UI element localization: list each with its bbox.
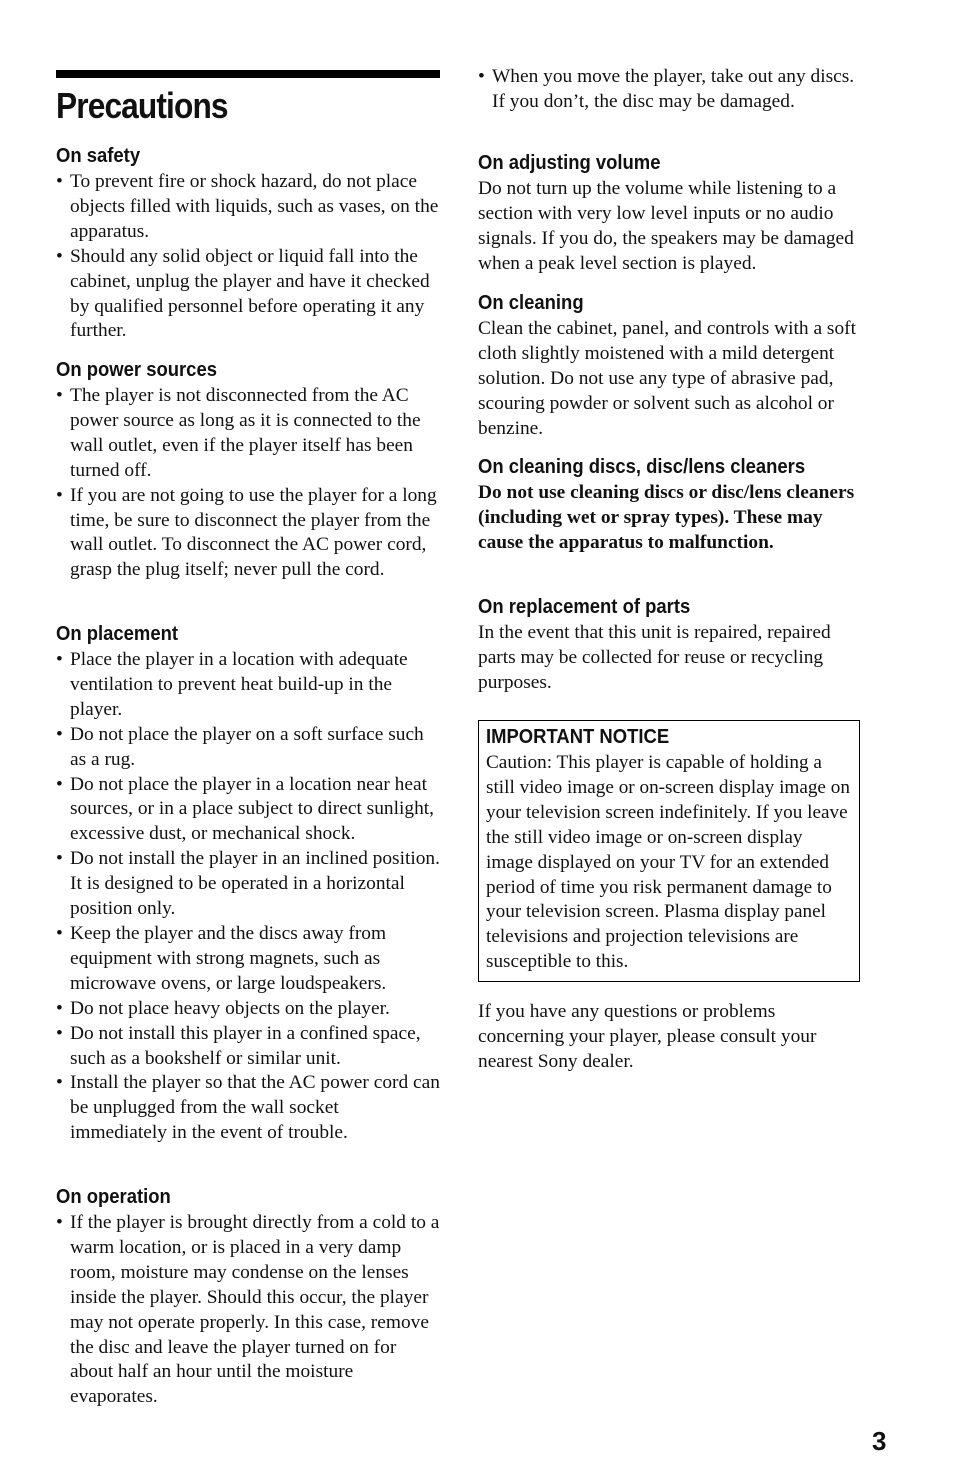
cleaning-text: Clean the cabinet, panel, and controls with a soft cloth slightly moistened with a mild detergent solution. Do not use any type of abrasive pad, scouring powder or solvent such as alcohol or benzine. bbox=[478, 318, 857, 439]
section-placement bbox=[56, 622, 440, 1146]
notice-text: Caution: This player is capable of holding a still video image or on-screen display image on your television screen indefinitely. If you leave the still video image or on-screen display image displayed on your TV for an extended period of time you risk permanent damage to your television screen. Plasma display panel televisions and projection televisions are susceptible to this. bbox=[486, 752, 850, 973]
section-closing bbox=[478, 1000, 864, 1075]
list-item: • Do not place heavy objects on the player. bbox=[56, 997, 440, 1022]
section-replacement bbox=[478, 595, 864, 696]
list-item: • Install the player so that the AC power cord can be unplugged from the wall socket immediately in the event of trouble. bbox=[56, 1071, 440, 1146]
heading-replacement: On replacement of parts bbox=[478, 595, 691, 618]
section-volume bbox=[478, 151, 864, 277]
page-title: Precautions bbox=[56, 85, 228, 126]
list-item: • If the player is brought directly from a cold to a warm location, or is placed in a very damp room, moisture may condense on the lenses inside the player. Should this occur, the player may not operate properly. In this case, remove the disc and leave the player turned on for about half an hour until the moisture evaporates. bbox=[56, 1211, 440, 1410]
section-safety bbox=[56, 144, 440, 344]
section-power-sources bbox=[56, 358, 440, 583]
notice-heading: IMPORTANT NOTICE bbox=[486, 725, 670, 748]
list-item: • If you are not going to use the player for a long time, be sure to disconnect the player from the wall outlet. To disconnect the AC power cord, grasp the plug itself; never pull the cord. bbox=[56, 484, 440, 584]
list-item: • Do not install this player in a confined space, such as a bookshelf or similar unit. bbox=[56, 1022, 440, 1072]
list-item: • The player is not disconnected from the AC power source as long as it is connected to the wall outlet, even if the player itself has been turned off. bbox=[56, 384, 440, 484]
page-number: 3 bbox=[872, 1426, 887, 1456]
list-item: • Do not install the player in an inclined position. It is designed to be operated in a horizontal position only. bbox=[56, 847, 440, 922]
heading-cleaning-discs: On cleaning discs, disc/lens cleaners bbox=[478, 455, 806, 478]
list-item: • Do not place the player on a soft surface such as a rug. bbox=[56, 723, 440, 773]
heading-power-sources: On power sources bbox=[56, 358, 217, 381]
title-rule bbox=[56, 70, 440, 78]
list-item: • Keep the player and the discs away from equipment with strong magnets, such as microwave ovens, or large loudspeakers. bbox=[56, 922, 440, 997]
heading-volume: On adjusting volume bbox=[478, 151, 661, 174]
list-item: • When you move the player, take out any discs. If you don’t, the disc may be damaged. bbox=[478, 65, 864, 115]
cleaning-discs-warning: Do not use cleaning discs or disc/lens cleaners (including wet or spray types). These may cause the apparatus to malfunction. bbox=[478, 482, 855, 553]
list-item: • Should any solid object or liquid fall into the cabinet, unplug the player and have it checked by qualified personnel before operating it any further. bbox=[56, 245, 440, 345]
section-cleaning bbox=[478, 291, 864, 442]
closing-text: If you have any questions or problems concerning your player, please consult your nearest Sony dealer. bbox=[478, 1001, 817, 1072]
important-notice-box bbox=[478, 720, 860, 982]
volume-text: Do not turn up the volume while listening to a section with very low level inputs or no audio signals. If you do, the speakers may be damaged when a peak level section is played. bbox=[478, 178, 854, 274]
section-operation-continued bbox=[478, 65, 864, 115]
heading-safety: On safety bbox=[56, 144, 141, 167]
list-item: • Place the player in a location with adequate ventilation to prevent heat build-up in the player. bbox=[56, 648, 440, 723]
heading-cleaning: On cleaning bbox=[478, 291, 584, 314]
heading-operation: On operation bbox=[56, 1185, 171, 1208]
section-cleaning-discs bbox=[478, 455, 864, 556]
heading-placement: On placement bbox=[56, 622, 179, 645]
section-operation bbox=[56, 1185, 440, 1410]
list-item: • Do not place the player in a location near heat sources, or in a place subject to direct sunlight, excessive dust, or mechanical shock. bbox=[56, 773, 440, 848]
replacement-text: In the event that this unit is repaired, repaired parts may be collected for reuse or recycling purposes. bbox=[478, 622, 831, 693]
list-item: • To prevent fire or shock hazard, do not place objects filled with liquids, such as vases, on the apparatus. bbox=[56, 170, 440, 245]
